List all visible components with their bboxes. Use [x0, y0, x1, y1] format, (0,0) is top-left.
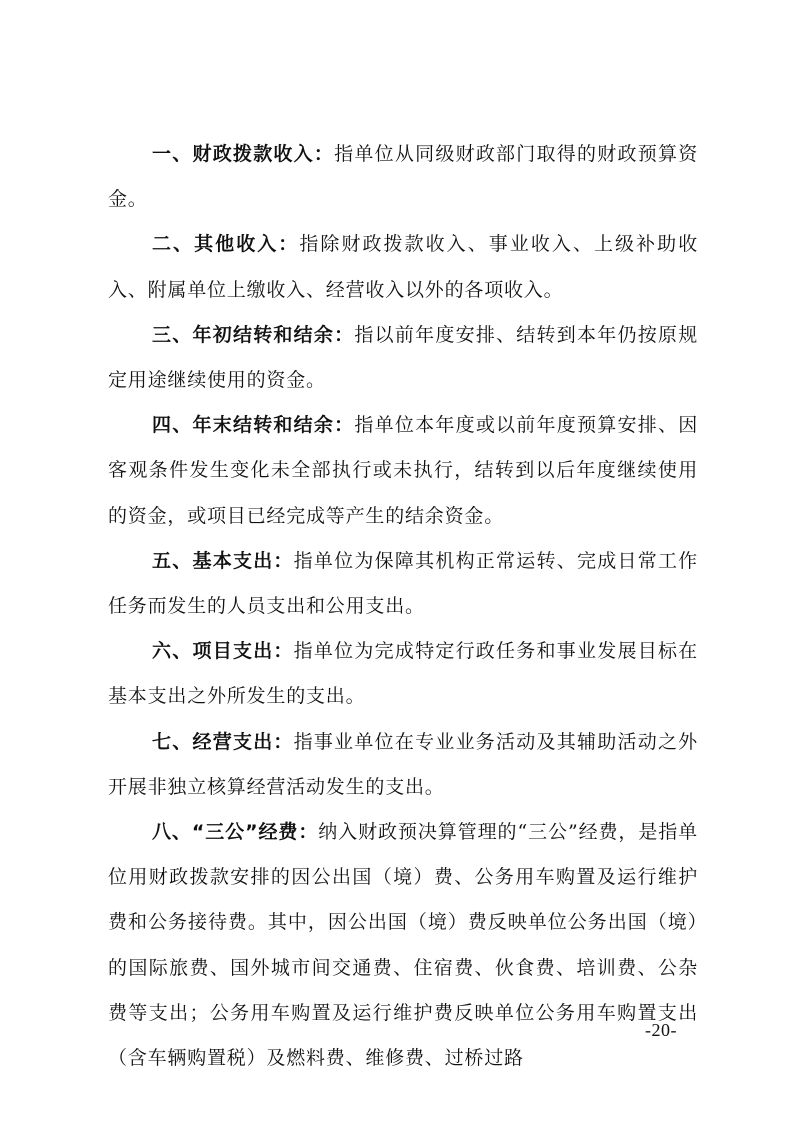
term-label: 六、项目支出：	[152, 640, 294, 663]
term-label: 三、年初结转和结余：	[152, 323, 355, 346]
definition-text: 指除财政拨款收入、事业收入、上级补助收入、附属单位上缴收入、经营收入以外的各项收入。	[108, 233, 698, 301]
term-label: 一、财政拨款收入：	[152, 143, 335, 165]
paragraph-project-expenditure	[108, 629, 698, 719]
term-label: 四、年末结转和结余：	[152, 414, 355, 437]
body-text	[108, 132, 698, 1081]
page-number: -20-	[645, 1020, 677, 1040]
paragraph-other-income	[108, 222, 698, 312]
definition-text: 纳入财政预决算管理的“三公”经费，是指单位用财政拨款安排的因公出国（境）费、公务用车购置及运行维护费和公务接待费。其中，因公出国（境）费反映单位公务出国（境）的国际旅费、国外城市间交通费、住宿费、伙食费、培训费、公杂费等支出；公务用车购置及运行维护费反映单位公务用车购置支出（含车辆购置税）及燃料费、维修费、过桥过路	[108, 821, 698, 1070]
definition-text: 指单位本年度或以前年度预算安排、因客观条件发生变化未全部执行或未执行，结转到以后年度继续使用的资金，或项目已经完成等产生的结余资金。	[108, 414, 698, 527]
paragraph-beginning-carryover	[108, 313, 698, 403]
paragraph-three-public-expenses	[108, 810, 698, 1081]
paragraph-basic-expenditure	[108, 539, 698, 629]
paragraph-fiscal-appropriation-income	[108, 132, 698, 222]
term-label: 五、基本支出：	[152, 549, 294, 572]
term-label: 二、其他收入：	[152, 233, 300, 256]
definition-text: 指以前年度安排、结转到本年仍按原规定用途继续使用的资金。	[108, 323, 698, 392]
paragraph-operating-expenditure	[108, 720, 698, 810]
term-label: 七、经营支出：	[152, 730, 294, 753]
definition-text: 指单位为完成特定行政任务和事业发展目标在基本支出之外所发生的支出。	[108, 640, 698, 708]
definition-text: 指单位从同级财政部门取得的财政预算资金。	[108, 143, 699, 211]
term-label: 八、“三公”经费：	[152, 821, 319, 844]
definition-text: 指事业单位在专业业务活动及其辅助活动之外开展非独立核算经营活动发生的支出。	[108, 730, 698, 798]
paragraph-ending-carryover	[108, 403, 698, 539]
definition-text: 指单位为保障其机构正常运转、完成日常工作任务而发生的人员支出和公用支出。	[108, 549, 698, 618]
